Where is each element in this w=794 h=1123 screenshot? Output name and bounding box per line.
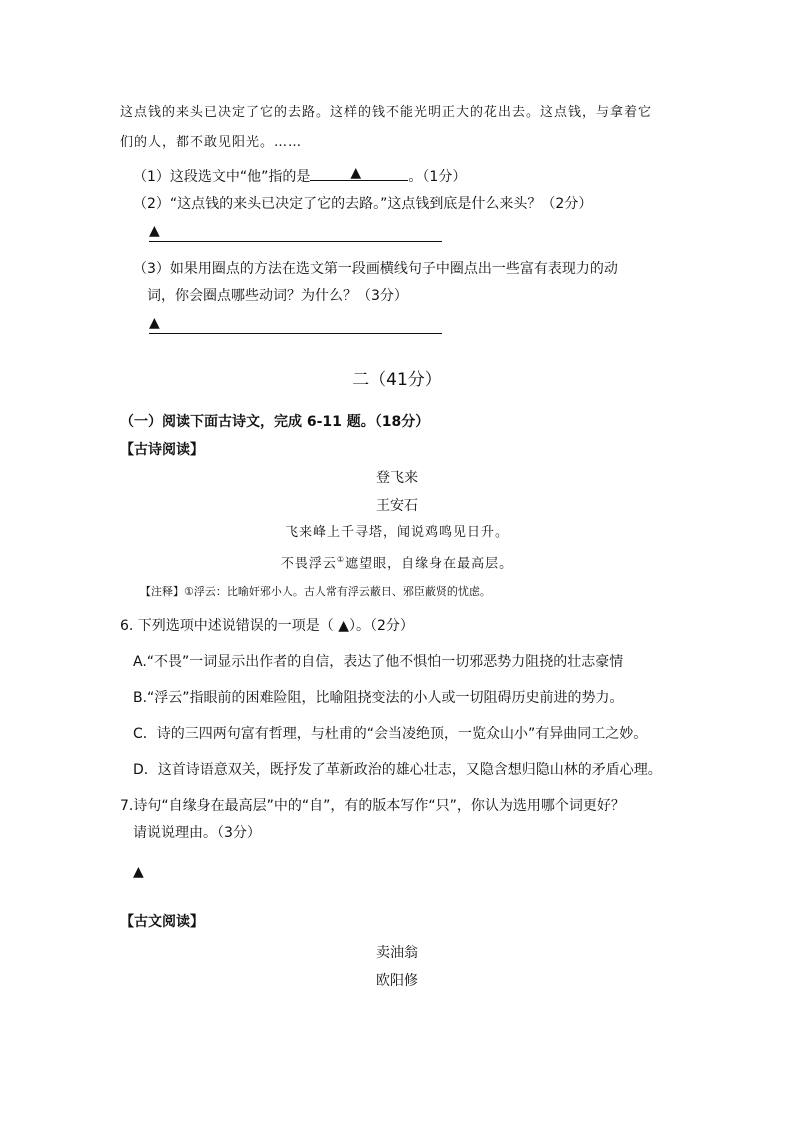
prose-title: 卖油翁 — [376, 945, 418, 961]
passage-line-1: 这点钱的来头已决定了它的去路。这样的钱不能光明正大的花出去。这点钱，与拿着它 — [120, 105, 653, 120]
option-d: D．这首诗语意双关，既抒发了革新政治的雄心壮志，又隐含想归隐山林的矛盾心理。 — [133, 762, 662, 778]
section-title: 二（41分） — [352, 370, 442, 390]
question-3-line-1: （3）如果用圈点的方法在选文第一段画横线句子中圈点出一些富有表现力的动 — [133, 261, 618, 277]
poem-line-2-part-a: 不畏浮云 — [280, 556, 337, 572]
question-3-line-2: 词，你会圈点哪些动词？为什么？（3分） — [147, 288, 408, 304]
question-7-line-1: 7.诗句“自缘身在最高层”中的“自”，有的版本写作“只”，你认为选用哪个词更好？ — [120, 798, 625, 814]
poem-author: 王安石 — [376, 498, 418, 514]
answer-mark[interactable]: ▲ — [133, 864, 144, 880]
option-c: C．诗的三四两句富有哲理，与杜甫的“会当凌绝顶，一览众山小”有异曲同工之妙。 — [133, 726, 648, 742]
question-2: （2）“这点钱的来头已决定了它的去路。”这点钱到底是什么来头？（2分） — [133, 196, 593, 212]
answer-mark: ▲ — [350, 165, 362, 181]
prose-author: 欧阳修 — [376, 973, 418, 989]
answer-mark: ▲ — [149, 315, 160, 331]
poem-line-2-part-b: 遮望眼，自缘身在最高层。 — [345, 556, 514, 572]
poem-note: 【注释】①浮云：比喻奸邪小人。古人常有浮云蔽日、邪臣蔽贤的忧虑。 — [140, 585, 491, 598]
question-1 — [133, 166, 466, 187]
poem-label: 【古诗阅读】 — [120, 442, 204, 458]
question-7-line-2: 请说说理由。（3分） — [133, 825, 261, 841]
part-1-heading: （一）阅读下面古诗文，完成 6-11 题。（18分） — [120, 414, 430, 430]
question-6-stem: 6. 下列选项中述说错误的一项是（ ▲）。（2分） — [120, 618, 414, 634]
answer-mark: ▲ — [149, 223, 160, 239]
answer-blank[interactable] — [310, 166, 408, 181]
answer-line-q2[interactable] — [149, 223, 442, 242]
footnote-marker: ① — [336, 555, 346, 564]
question-1-text: （1）这段选文中“他”指的是 — [133, 169, 311, 185]
option-a: A.“不畏”一词显示出作者的自信，表达了他不惧怕一切邪恶势力阻挠的壮志豪情 — [133, 654, 624, 670]
poem-line-2 — [0, 550, 794, 574]
question-1-points: 。（1分） — [408, 169, 467, 185]
poem-line-1: 飞来峰上千寻塔，闻说鸡鸣见日升。 — [284, 525, 509, 540]
poem-title: 登飞来 — [376, 470, 418, 486]
answer-line-q3[interactable] — [149, 315, 442, 334]
passage-line-2: 们的人，都不敢见阳光。…… — [120, 135, 303, 150]
prose-label: 【古文阅读】 — [120, 914, 204, 930]
option-b: B.“浮云”指眼前的困难险阻，比喻阻挠变法的小人或一切阻碍历史前进的势力。 — [133, 690, 624, 706]
